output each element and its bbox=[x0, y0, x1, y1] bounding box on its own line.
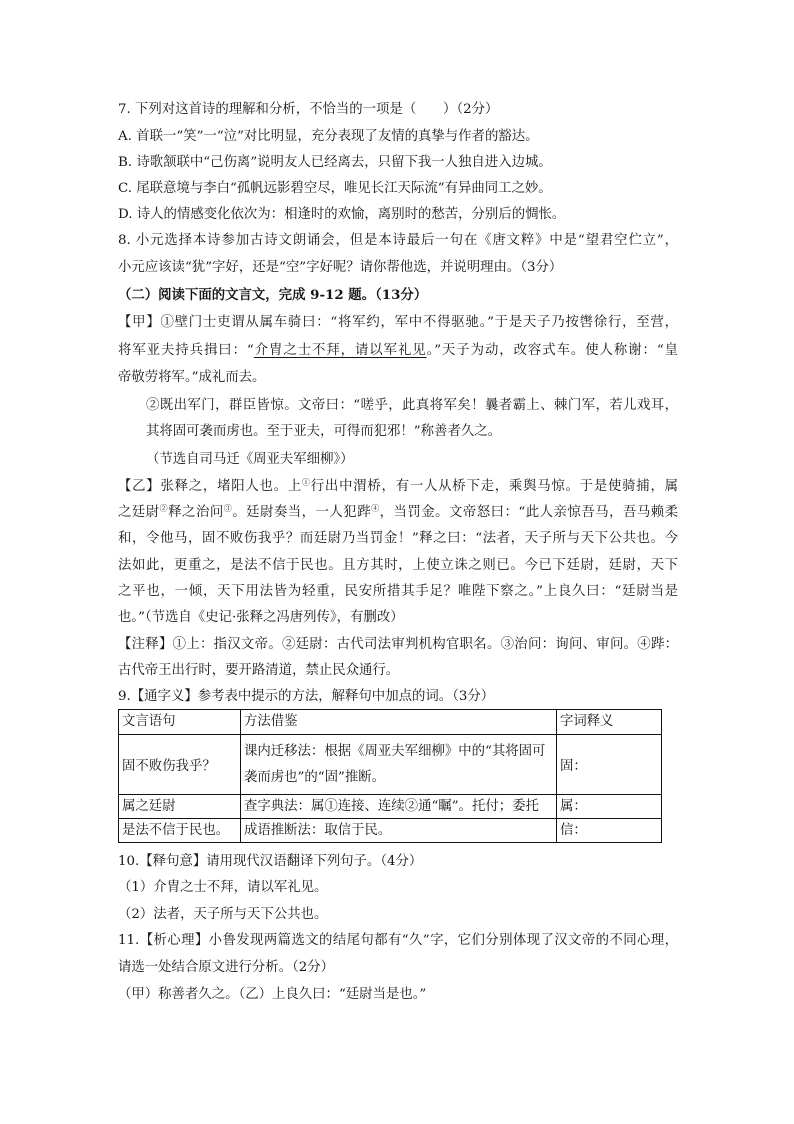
footnote-marker: ② bbox=[159, 504, 169, 513]
passage-line: 也。”（节选自《史记·张释之冯唐列传》，有删改） bbox=[118, 610, 404, 625]
passage-line: 法如此，更重之，是法不信于民也。且方其时，上使立诛之则已。今已下廷尉，廷尉，天下 bbox=[118, 558, 678, 573]
passage-text: 释之治问 bbox=[168, 505, 224, 520]
method-cell: 查字典法：属①连接、连续②通“瞩”。托付；委托 bbox=[241, 795, 557, 819]
annotation-line: 古代帝王出行时，要开路清道，禁止民众通行。 bbox=[118, 663, 400, 678]
question-11-line: 请选一处结合原文进行分析。（2分） bbox=[118, 960, 335, 975]
question-7-option-d: D. 诗人的情感变化依次为：相逢时的欢愉，离别时的愁苦，分别后的惆怅。 bbox=[118, 207, 566, 222]
passage-line bbox=[118, 341, 678, 361]
passage-line: 之平也，一倾，天下用法皆为轻重，民安所措其手足？唯陛下察之。”上良久曰：“廷尉当是 bbox=[118, 584, 678, 599]
table-header-cell: 字词释义 bbox=[557, 710, 662, 735]
footnote-marker: ③ bbox=[223, 504, 233, 513]
method-text: 袭而虏也”的“固”推断。 bbox=[244, 769, 386, 785]
question-8-line: 8. 小元选择本诗参加古诗文朗诵会，但是本诗最后一句在《唐文粹》中是“望君空伫立”， bbox=[118, 233, 678, 248]
question-10-item: （1）介胄之士不拜，请以军礼见。 bbox=[118, 880, 328, 895]
vocabulary-table bbox=[118, 709, 662, 843]
passage-text: 将军亚夫持兵揖曰：“ bbox=[118, 343, 254, 358]
passage-source: （节选自司马迁《周亚夫军细柳》） bbox=[146, 452, 354, 467]
meaning-cell: 固： bbox=[557, 735, 662, 795]
passage-line: ②既出军门，群臣皆惊。文帝曰：“嗟乎，此真将军矣！曩者霸上、棘门军，若儿戏耳， bbox=[146, 398, 678, 413]
method-cell bbox=[241, 735, 557, 795]
question-7-option-c: C. 尾联意境与李白“孤帆远影碧空尽，唯见长江天际流”有异曲同工之妙。 bbox=[118, 181, 552, 196]
passage-line: 【甲】①壁门士吏谓从属车骑曰：“将军约，军中不得驱驰。”于是天子乃按辔徐行，至营， bbox=[118, 315, 678, 330]
passage-text: 行出中渭桥，有一人从桥下走，乘舆马惊。于是使骑捕，属 bbox=[310, 479, 679, 494]
question-10-item: （2）法者，天子所与天下公共也。 bbox=[118, 907, 328, 922]
table-header-cell: 文言语句 bbox=[119, 710, 241, 735]
question-8-line: 小元应该读“犹”字好，还是“空”字好呢？请你帮他选，并说明理由。（3分） bbox=[118, 260, 563, 275]
meaning-cell: 信： bbox=[557, 819, 662, 843]
method-text: 课内迁移法：根据《周亚夫军细柳》中的“其将固可 bbox=[244, 743, 546, 759]
table-row bbox=[119, 819, 662, 843]
annotation-line: 【注释】①上：指汉文帝。②廷尉：古代司法审判机构官职名。③治问：询问、审问。④跸： bbox=[118, 637, 678, 652]
passage-line: 其将固可袭而虏也。至于亚夫，可得而犯邪！”称善者久之。 bbox=[146, 424, 501, 439]
question-11-quotes: （甲）称善者久之。（乙）上良久曰：“廷尉当是也。” bbox=[118, 987, 427, 1002]
passage-line bbox=[118, 503, 678, 523]
sentence-cell: 是法不信于民也。 bbox=[119, 819, 241, 843]
table-row bbox=[119, 735, 662, 795]
exam-page-content bbox=[118, 0, 678, 1124]
sentence-cell: 固不败伤我乎？ bbox=[119, 735, 241, 795]
passage-text: 【乙】张释之，堵阳人也。上 bbox=[118, 479, 302, 494]
passage-text: 之廷尉 bbox=[118, 505, 160, 520]
method-cell: 成语推断法：取信于民。 bbox=[241, 819, 557, 843]
question-7-option-b: B. 诗歌颔联中“己伤离”说明友人已经离去，只留下我一人独自进入边城。 bbox=[118, 155, 552, 170]
passage-line bbox=[118, 477, 678, 497]
question-10-stem: 10.【释句意】请用现代汉语翻译下列句子。（4分） bbox=[118, 854, 423, 869]
passage-text: 。”天子为动，改容式车。使人称谢：“皇 bbox=[426, 343, 678, 358]
meaning-cell: 属： bbox=[557, 795, 662, 819]
table-header-row bbox=[119, 710, 662, 735]
footnote-marker: ④ bbox=[371, 504, 380, 513]
passage-text: 。廷尉奏当，一人犯跸 bbox=[232, 505, 372, 520]
question-11-line: 11.【析心理】小鲁发现两篇选文的结尾句都有“久”字，它们分别体现了汉文帝的不同心理， bbox=[118, 933, 678, 948]
passage-text: ，当罚金。文帝怒曰：“此人亲惊吾马，吾马赖柔 bbox=[379, 505, 679, 520]
sentence-cell: 属之廷尉 bbox=[119, 795, 241, 819]
passage-line: 和，令他马，固不败伤我乎？而廷尉乃当罚金！”释之曰：“法者，天子所与天下公共也。今 bbox=[118, 531, 678, 546]
underlined-sentence: 介胄之士不拜，请以军礼见 bbox=[253, 343, 427, 358]
table-header-cell: 方法借鉴 bbox=[241, 710, 557, 735]
question-7-stem: 7. 下列对这首诗的理解和分析，不恰当的一项是（ ）（2分） bbox=[118, 102, 499, 117]
question-9-stem: 9.【通字义】参考表中提示的方法，解释句中加点的词。（3分） bbox=[118, 689, 495, 704]
question-7-option-a: A. 首联一“笑”一“泣”对比明显，充分表现了友情的真挚与作者的豁达。 bbox=[118, 129, 539, 144]
table-row bbox=[119, 795, 662, 819]
section-2-heading: （二）阅读下面的文言文，完成 9-12 题。（13分） bbox=[118, 287, 428, 303]
footnote-marker: ① bbox=[302, 478, 311, 487]
passage-line: 帝敬劳将军。”成礼而去。 bbox=[118, 370, 266, 385]
